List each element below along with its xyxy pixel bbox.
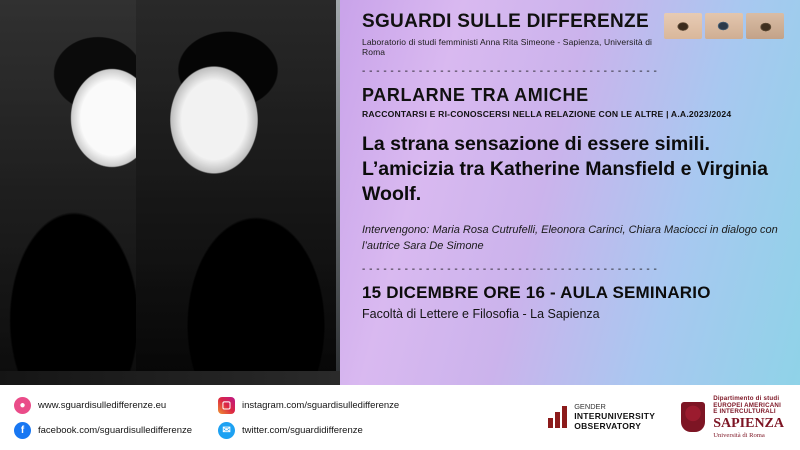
poster-image (0, 0, 340, 385)
sapienza-dept-line1: Dipartimento di studi (713, 394, 780, 402)
brand-title: SGUARDI SULLE DIFFERENZE (362, 11, 649, 32)
social-link-website[interactable] (14, 397, 192, 414)
social-link-instagram[interactable] (218, 397, 399, 414)
gender-observatory-text (574, 403, 655, 431)
sapienza-dept-line3: E INTERCULTURALI (713, 408, 776, 416)
social-column-left (0, 397, 192, 439)
eye-photo-strip (664, 13, 784, 39)
brand-row (362, 12, 784, 57)
facebook-icon: f (14, 422, 31, 439)
social-column-right (192, 397, 399, 439)
event-datetime: 15 DICEMBRE ORE 16 - AULA SEMINARIO (362, 282, 711, 302)
social-link-facebook[interactable] (14, 422, 192, 439)
instagram-icon: ▢ (218, 397, 235, 414)
gender-observatory-logo (548, 403, 655, 431)
portrait-right (136, 0, 336, 385)
sapienza-logo (681, 396, 784, 440)
speakers-list: Intervengono: Maria Rosa Cutrufelli, Eleonora Carinci, Chiara Maciocci in dialogo con l’autrice Sara De Simone (362, 223, 778, 252)
social-link-instagram-label: instagram.com/sguardisulledifferenze (242, 399, 400, 411)
twitter-icon: ✉ (218, 422, 235, 439)
divider-top: - - - - - - - - - - - - - - - - - - - - - - - - - - - - - - - - - - - - - - - - - - (362, 65, 658, 77)
series-title: PARLARNE TRA AMICHE (362, 84, 589, 105)
gio-line3: OBSERVATORY (574, 420, 642, 431)
footer-bar (0, 385, 800, 450)
brand-block (362, 12, 664, 57)
series-subtitle: RACCONTARSI E RI-CONOSCERSI NELLA RELAZIONE CON LE ALTRE | A.A.2023/2024 (362, 108, 732, 119)
poster-content (340, 0, 800, 385)
image-bottom-edge (0, 371, 340, 385)
divider-bottom: - - - - - - - - - - - - - - - - - - - - - - - - - - - - - - - - - - - - - - - - - - (362, 263, 658, 275)
logo-row (548, 396, 800, 440)
sapienza-subtitle: Università di Roma (713, 432, 765, 440)
brand-subtitle: Laboratorio di studi femministi Anna Rita Simeone - Sapienza, Università di Roma (362, 36, 653, 57)
event-title: La strana sensazione di essere simili. L’amicizia tra Katherine Mansfield e Virginia Woolf. (362, 132, 769, 205)
bar-chart-icon (548, 406, 567, 428)
eye-photo-1-icon (664, 13, 702, 39)
event-location: Facoltà di Lettere e Filosofia - La Sapienza (362, 306, 600, 321)
sapienza-dept-line2: EUROPEI AMERICANI (713, 401, 782, 409)
sapienza-text (713, 396, 784, 440)
gio-line2: INTERUNIVERSITY (574, 410, 656, 421)
eye-photo-3-icon (746, 13, 784, 39)
gio-line1: GENDER (574, 402, 606, 412)
sapienza-name: SAPIENZA (713, 416, 784, 432)
social-link-facebook-label: facebook.com/sguardisulledifferenze (38, 424, 193, 436)
social-link-website-label: www.sguardisulledifferenze.eu (38, 399, 167, 411)
social-link-twitter[interactable] (218, 422, 399, 439)
eye-photo-2-icon (705, 13, 743, 39)
social-link-twitter-label: twitter.com/sguardidifferenze (242, 424, 363, 436)
dribbble-icon: ● (14, 397, 31, 414)
sapienza-crest-icon (681, 402, 705, 432)
